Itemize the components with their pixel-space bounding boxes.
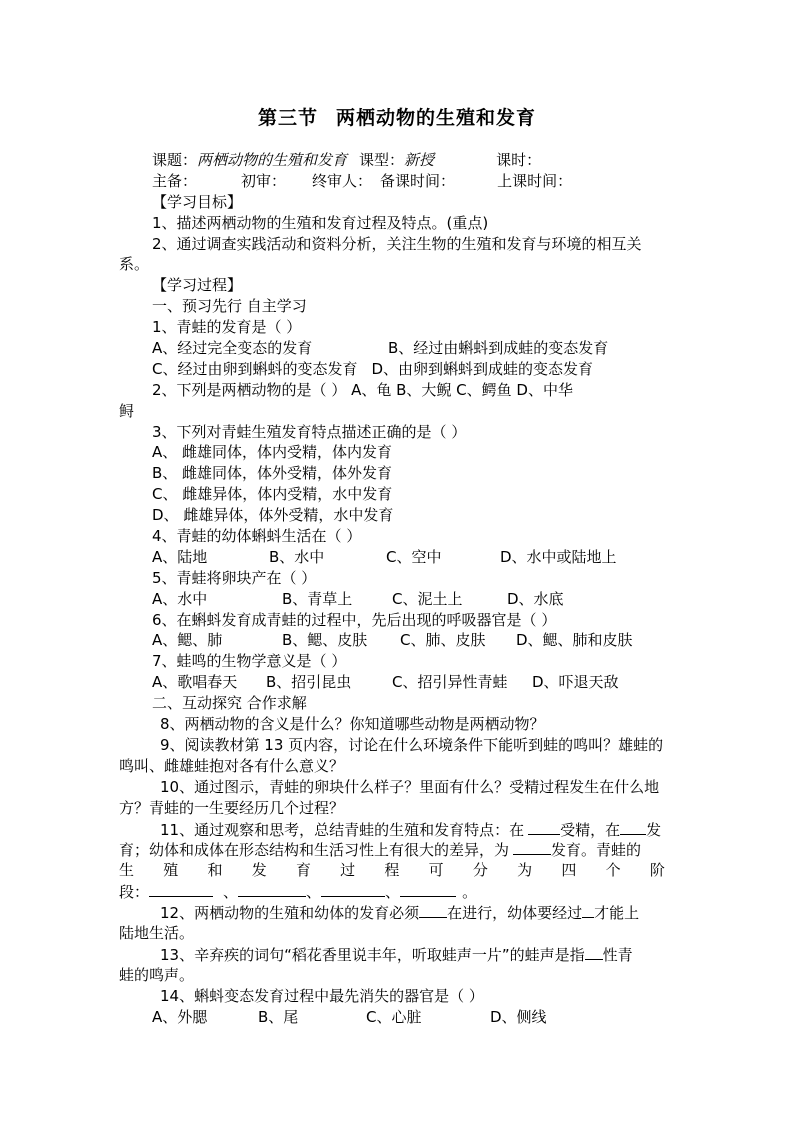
- section-number: 第三节: [257, 107, 318, 129]
- fill-blank[interactable]: [620, 819, 646, 835]
- q11-char: 程: [384, 861, 400, 880]
- fill-blank[interactable]: [585, 944, 603, 960]
- question-7: 7、蛙鸣的生物学意义是（ ）: [152, 652, 347, 671]
- option-b: B、青草上: [282, 589, 353, 608]
- option-b: B、水中: [269, 547, 325, 566]
- option-d: D、水中或陆地上: [500, 547, 617, 566]
- option-b: B、尾: [258, 1007, 299, 1026]
- option-d: D、侧线: [490, 1007, 547, 1026]
- option-c: C、肺、皮肤: [400, 631, 486, 650]
- fill-blank[interactable]: [528, 819, 560, 835]
- question-1: 1、青蛙的发育是（ ）: [152, 318, 302, 337]
- question-4: 4、青蛙的幼体蝌蚪生活在（ ）: [152, 527, 362, 546]
- question-10-line-2: 方？青蛙的一生要经历几个过程？: [119, 798, 345, 817]
- question-11-line-1: [119, 819, 675, 840]
- separator: 、: [223, 883, 239, 902]
- question-11-line-3: [119, 860, 675, 881]
- fill-blank[interactable]: [149, 881, 213, 897]
- option-d: D、由卵到蝌蚪到成蛙的变态发育: [371, 359, 594, 378]
- q12-text-1: 12、两栖动物的生殖和幼体的发育必须: [160, 904, 420, 923]
- type-value: 新授: [404, 151, 435, 169]
- question-2-line-2: 鲟: [119, 401, 135, 420]
- option-c: C、心脏: [366, 1007, 422, 1026]
- option-a: A、歌唱春天: [152, 673, 238, 692]
- topic-value: 两栖动物的生殖和发育: [197, 151, 348, 169]
- question-4-options: [119, 547, 675, 568]
- q11-char: 生: [119, 861, 135, 880]
- q11-char: 为: [517, 861, 533, 880]
- q11-text-2: 受精，在: [560, 820, 621, 839]
- type-label: 课型：: [359, 151, 405, 169]
- question-9-line-1: 9、阅读教材第 13 页内容，讨论在什么环境条件下能听到蛙的鸣叫？雄蛙的: [160, 735, 664, 754]
- option-c: C、空中: [386, 547, 442, 566]
- question-1-options-row-2: [119, 359, 675, 380]
- fill-blank[interactable]: [238, 881, 306, 897]
- goals-heading: 【学习目标】: [152, 192, 243, 211]
- option-d: D、水底: [507, 589, 564, 608]
- q11-char: 殖: [163, 861, 179, 880]
- fill-blank[interactable]: [400, 881, 456, 897]
- fill-blank[interactable]: [419, 902, 447, 918]
- question-3-option-b: B、 雌雄同体，体外受精，体外发育: [152, 464, 393, 483]
- header-row-1: [119, 150, 675, 171]
- question-5-options: [119, 589, 675, 610]
- q11-char: 育: [295, 861, 311, 880]
- q11-text-5: 发育。青蛙的: [551, 841, 642, 860]
- option-d: D、吓退天敌: [532, 673, 619, 692]
- separator: 、: [306, 883, 322, 902]
- q11-char: 过: [340, 861, 356, 880]
- option-a: A、外腮: [152, 1007, 208, 1026]
- question-13-line-1: [119, 944, 675, 965]
- option-b: B、经过由蝌蚪到成蛙的变态发育: [388, 339, 609, 358]
- question-10-line-1: 10、通过图示，青蛙的卵块什么样子？里面有什么？受精过程发生在什么地: [160, 777, 660, 796]
- class-time-label: 上课时间：: [497, 171, 573, 190]
- q13-text-1: 13、辛弃疾的词句“稻花香里说丰年，听取蛙声一片”的蛙声是指: [160, 945, 585, 964]
- page-title: [0, 103, 794, 130]
- period-label: 课时：: [496, 151, 542, 169]
- question-3: 3、下列对青蛙生殖发育特点描述正确的是（ ）: [152, 422, 467, 441]
- q11-char: 发: [251, 861, 267, 880]
- option-a: A、水中: [152, 589, 208, 608]
- question-2-line-1: 2、下列是两栖动物的是（ ） A、龟 B、大鲵 C、鳄鱼 D、中华: [152, 380, 573, 399]
- fill-blank[interactable]: [582, 902, 594, 918]
- question-3-option-c: C、 雌雄异体，体内受精，水中发育: [152, 485, 393, 504]
- question-11-line-4: [119, 881, 675, 902]
- q11-text-4: 育；幼体和成体在形态结构和生活习性上有很大的差异，为: [119, 841, 510, 860]
- section-1-heading: 一、预习先行 自主学习: [152, 297, 307, 316]
- q11-char: 个: [605, 861, 621, 880]
- question-6-options: [119, 630, 675, 651]
- section-title: 两栖动物的生殖和发育: [336, 107, 537, 129]
- question-9-line-2: 鸣叫、雌雄蛙抱对各有什么意义？: [119, 756, 345, 775]
- topic-label: 课题：: [152, 151, 198, 169]
- question-14-options: [119, 1007, 675, 1028]
- option-c: C、经过由卵到蝌蚪的变态发育: [152, 359, 358, 378]
- q11-char: 和: [207, 861, 223, 880]
- q11-char: 可: [428, 861, 444, 880]
- q11-text-3: 发: [646, 820, 662, 839]
- first-review-label: 初审：: [241, 171, 287, 190]
- final-review-label: 终审人：: [312, 171, 373, 190]
- fill-blank[interactable]: [321, 881, 385, 897]
- question-3-option-d: D、 雌雄异体，体外受精，水中发育: [152, 506, 394, 525]
- question-8: 8、两栖动物的含义是什么？你知道哪些动物是两栖动物？: [160, 715, 545, 734]
- q12-text-3: 才能上: [594, 904, 640, 923]
- q11-char: 阶: [649, 861, 665, 880]
- question-12-line-2: 陆地生活。: [119, 923, 195, 942]
- option-a: A、陆地: [152, 547, 208, 566]
- question-11-line-2: [119, 839, 675, 860]
- process-heading: 【学习过程】: [152, 276, 243, 295]
- prep-time-label: 备课时间：: [380, 171, 456, 190]
- question-13-line-2: 蛙的鸣声。: [119, 965, 195, 984]
- option-a: A、经过完全变态的发育: [152, 339, 313, 358]
- option-b: B、鳃、皮肤: [282, 631, 368, 650]
- option-a: A、鳃、肺: [152, 631, 223, 650]
- option-c: C、招引异性青蛙: [392, 673, 508, 692]
- question-7-options: [119, 672, 675, 693]
- fill-blank[interactable]: [513, 839, 551, 855]
- question-3-option-a: A、 雌雄同体，体内受精，体内发育: [152, 443, 393, 462]
- period-mark: 。: [462, 883, 478, 902]
- question-14: 14、蝌蚪变态发育过程中最先消失的器官是（ ）: [160, 986, 484, 1005]
- preparer-label: 主备：: [152, 171, 198, 190]
- q13-text-2: 性青: [602, 945, 633, 964]
- q11-text-1: 11、通过观察和思考，总结青蛙的生殖和发育特点：在: [160, 820, 525, 839]
- question-6: 6、在蝌蚪发育成青蛙的过程中，先后出现的呼吸器官是（ ）: [152, 610, 557, 629]
- section-2-heading: 二、互动探究 合作求解: [152, 694, 307, 713]
- separator: 、: [385, 883, 401, 902]
- q11-char: 四: [561, 861, 577, 880]
- question-12-line-1: [119, 902, 675, 923]
- goal-1: 1、描述两栖动物的生殖和发育过程及特点。(重点): [152, 213, 489, 232]
- goal-2-line-2: 系。: [119, 255, 150, 274]
- option-c: C、泥土上: [392, 589, 463, 608]
- q11-stage-label: 段：: [119, 883, 150, 902]
- header-row-2: [119, 171, 675, 192]
- option-d: D、鳃、肺和皮肤: [516, 631, 633, 650]
- question-5: 5、青蛙将卵块产在（ ）: [152, 568, 317, 587]
- goal-2-line-1: 2、通过调查实践活动和资料分析，关注生物的生殖和发育与环境的相互关: [152, 234, 642, 253]
- question-1-options-row-1: [119, 338, 675, 359]
- q12-text-2: 在进行，幼体要经过: [447, 904, 583, 923]
- worksheet-body: [119, 150, 675, 1027]
- option-b: B、招引昆虫: [266, 673, 352, 692]
- q11-char: 分: [472, 861, 488, 880]
